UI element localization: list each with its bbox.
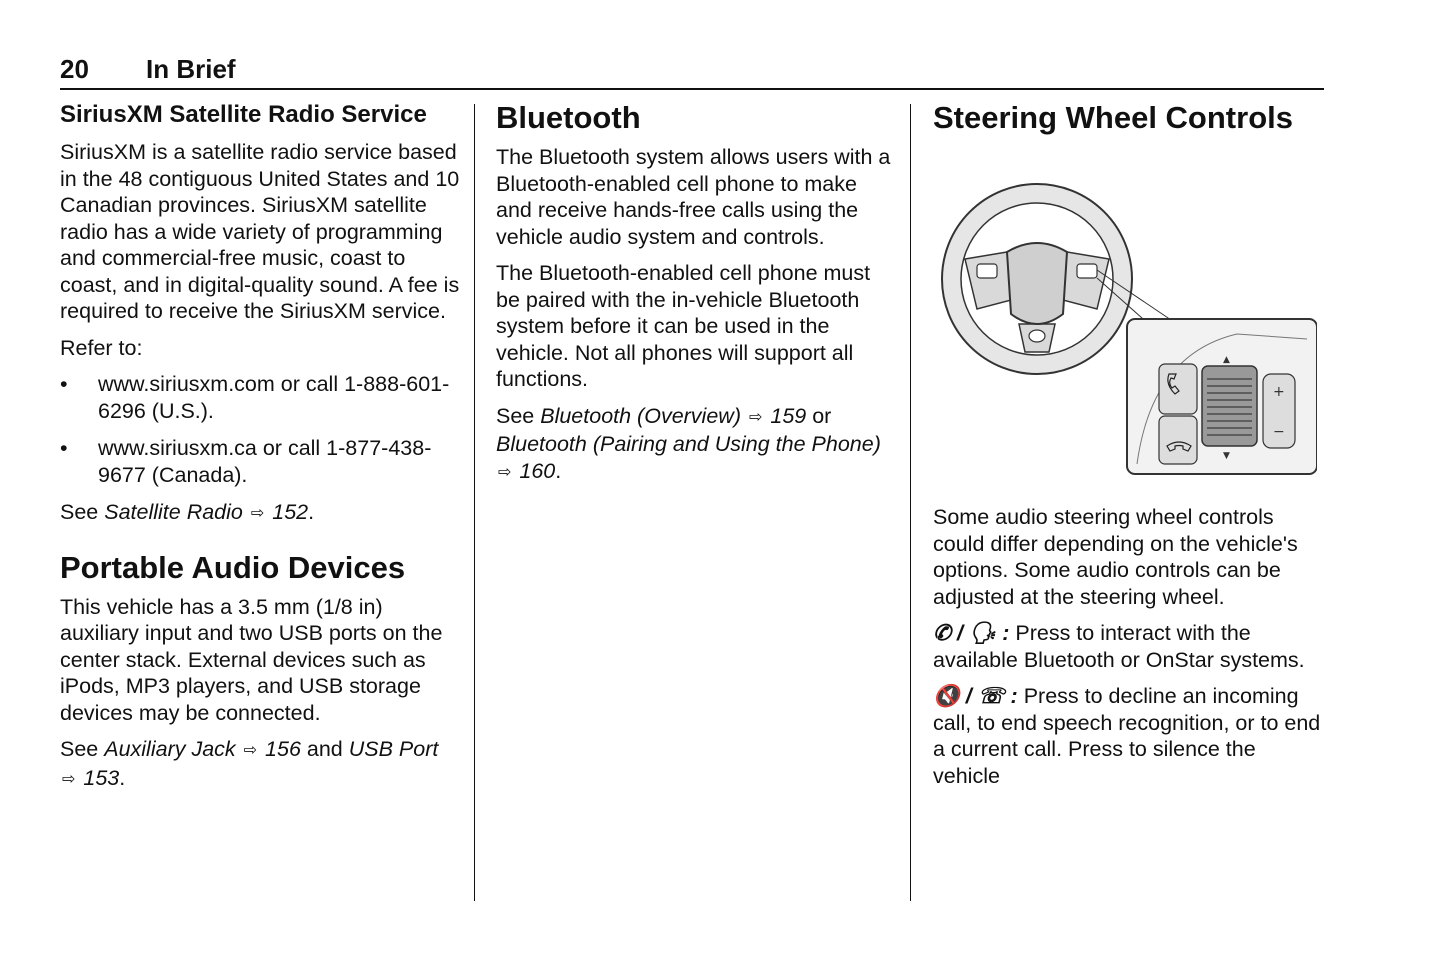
- list-item-text: www.siriusxm.ca or call 1-877-438-9677 (Canada).: [98, 436, 432, 487]
- center-thumbwheel: [1202, 366, 1257, 446]
- left-spoke-controls: [977, 264, 997, 278]
- siriusxm-body: SiriusXM is a satellite radio service based in the 48 contiguous United States and 10 Canadian provinces. SiriusXM satellite radio has a wide variety of programming and commercial-free music, coast to coast, and in digital-quality sound. A fee is required to receive the SiriusXM service.: [60, 140, 460, 323]
- list-item: [60, 371, 460, 424]
- page-header: [60, 54, 1324, 90]
- xref-auxiliary-jack[interactable]: Auxiliary Jack ⇨ 156: [104, 737, 301, 761]
- mute-end-call-icon: 🔇 / ☏ :: [933, 684, 1018, 708]
- page-ref-arrow-icon: ⇨: [250, 505, 265, 522]
- page-ref-arrow-icon: ⇨: [748, 408, 763, 426]
- column-divider: [474, 104, 475, 901]
- xref-satellite-radio[interactable]: Satellite Radio ⇨ 152: [104, 500, 309, 524]
- list-item: [60, 435, 460, 488]
- steering-intro: Some audio steering wheel controls could differ depending on the vehicle's options. Some audio controls can be adjusted at the steering wheel.: [933, 505, 1298, 609]
- volume-down-icon: −: [1273, 424, 1285, 440]
- column-left: [60, 100, 460, 803]
- column-divider: [910, 104, 911, 901]
- steering-heading: Steering Wheel Controls: [933, 100, 1293, 135]
- page-ref-arrow-icon: ⇨: [62, 770, 76, 788]
- portable-body: This vehicle has a 3.5 mm (1/8 in) auxiliary input and two USB ports on the center stack. External devices such as iPods, MP3 players, and USB storage devices may be connected.: [60, 594, 443, 725]
- list-item-text: www.siriusxm.com or call 1-888-601-6296 (U.S.).: [98, 372, 450, 423]
- page-section-title: In Brief: [146, 54, 236, 84]
- xref-usb-port[interactable]: USB Port ⇨ 153: [62, 737, 439, 790]
- bullet-icon: •: [60, 372, 68, 396]
- siriusxm-heading: SiriusXM Satellite Radio Service: [60, 101, 427, 128]
- page-ref-arrow-icon: ⇨: [243, 742, 258, 759]
- xref-bluetooth-overview[interactable]: Bluetooth (Overview) ⇨ 159: [540, 403, 807, 428]
- portable-see-reference: See Auxiliary Jack ⇨ 156 and USB Port ⇨ 153.: [60, 737, 439, 790]
- siriusxm-refer: Refer to:: [60, 335, 143, 360]
- steering-item-mute: 🔇 / ☏ : Press to decline an incoming call, to end speech recognition, or to end a current call. Press to silence the vehicle: [933, 684, 1321, 788]
- page-ref-arrow-icon: ⇨: [498, 463, 512, 481]
- volume-up-icon: +: [1273, 384, 1285, 400]
- bluetooth-heading: Bluetooth: [496, 100, 641, 135]
- bluetooth-see-reference: See Bluetooth (Overview) ⇨ 159 or Bluetooth (Pairing and Using the Phone) ⇨ 160.: [496, 403, 881, 483]
- column-middle: [496, 100, 896, 496]
- phone-voice-icon: ✆ / 🗣 :: [933, 621, 1010, 645]
- xref-bluetooth-pairing[interactable]: Bluetooth (Pairing and Using the Phone) ⇨ 160: [496, 432, 881, 483]
- steering-wheel-illustration: [937, 174, 1317, 479]
- bluetooth-paragraph-1: The Bluetooth system allows users with a Bluetooth-enabled cell phone to make and receive hands-free calls using the vehicle audio system and controls.: [496, 145, 891, 249]
- steering-wheel-hub: [1007, 243, 1067, 324]
- thumbwheel-up-icon: ▲: [1223, 355, 1230, 365]
- steering-item-phone: ✆ / 🗣 : Press to interact with the available Bluetooth or OnStar systems.: [933, 621, 1305, 672]
- thumbwheel-down-icon: ▼: [1223, 451, 1230, 461]
- portable-heading: Portable Audio Devices: [60, 549, 406, 585]
- right-spoke-controls: [1077, 264, 1097, 278]
- mute-end-call-button: [1159, 416, 1197, 464]
- siriusxm-see-reference: See Satellite Radio ⇨ 152.: [60, 500, 315, 524]
- bluetooth-paragraph-2: The Bluetooth-enabled cell phone must be paired with the in-vehicle Bluetooth system before it can be used in the vehicle. Not all phones will support all functions.: [496, 261, 871, 391]
- bullet-icon: •: [60, 436, 68, 460]
- column-right: [933, 100, 1328, 799]
- page-number: 20: [60, 54, 89, 84]
- siriusxm-bullet-list: [60, 371, 460, 488]
